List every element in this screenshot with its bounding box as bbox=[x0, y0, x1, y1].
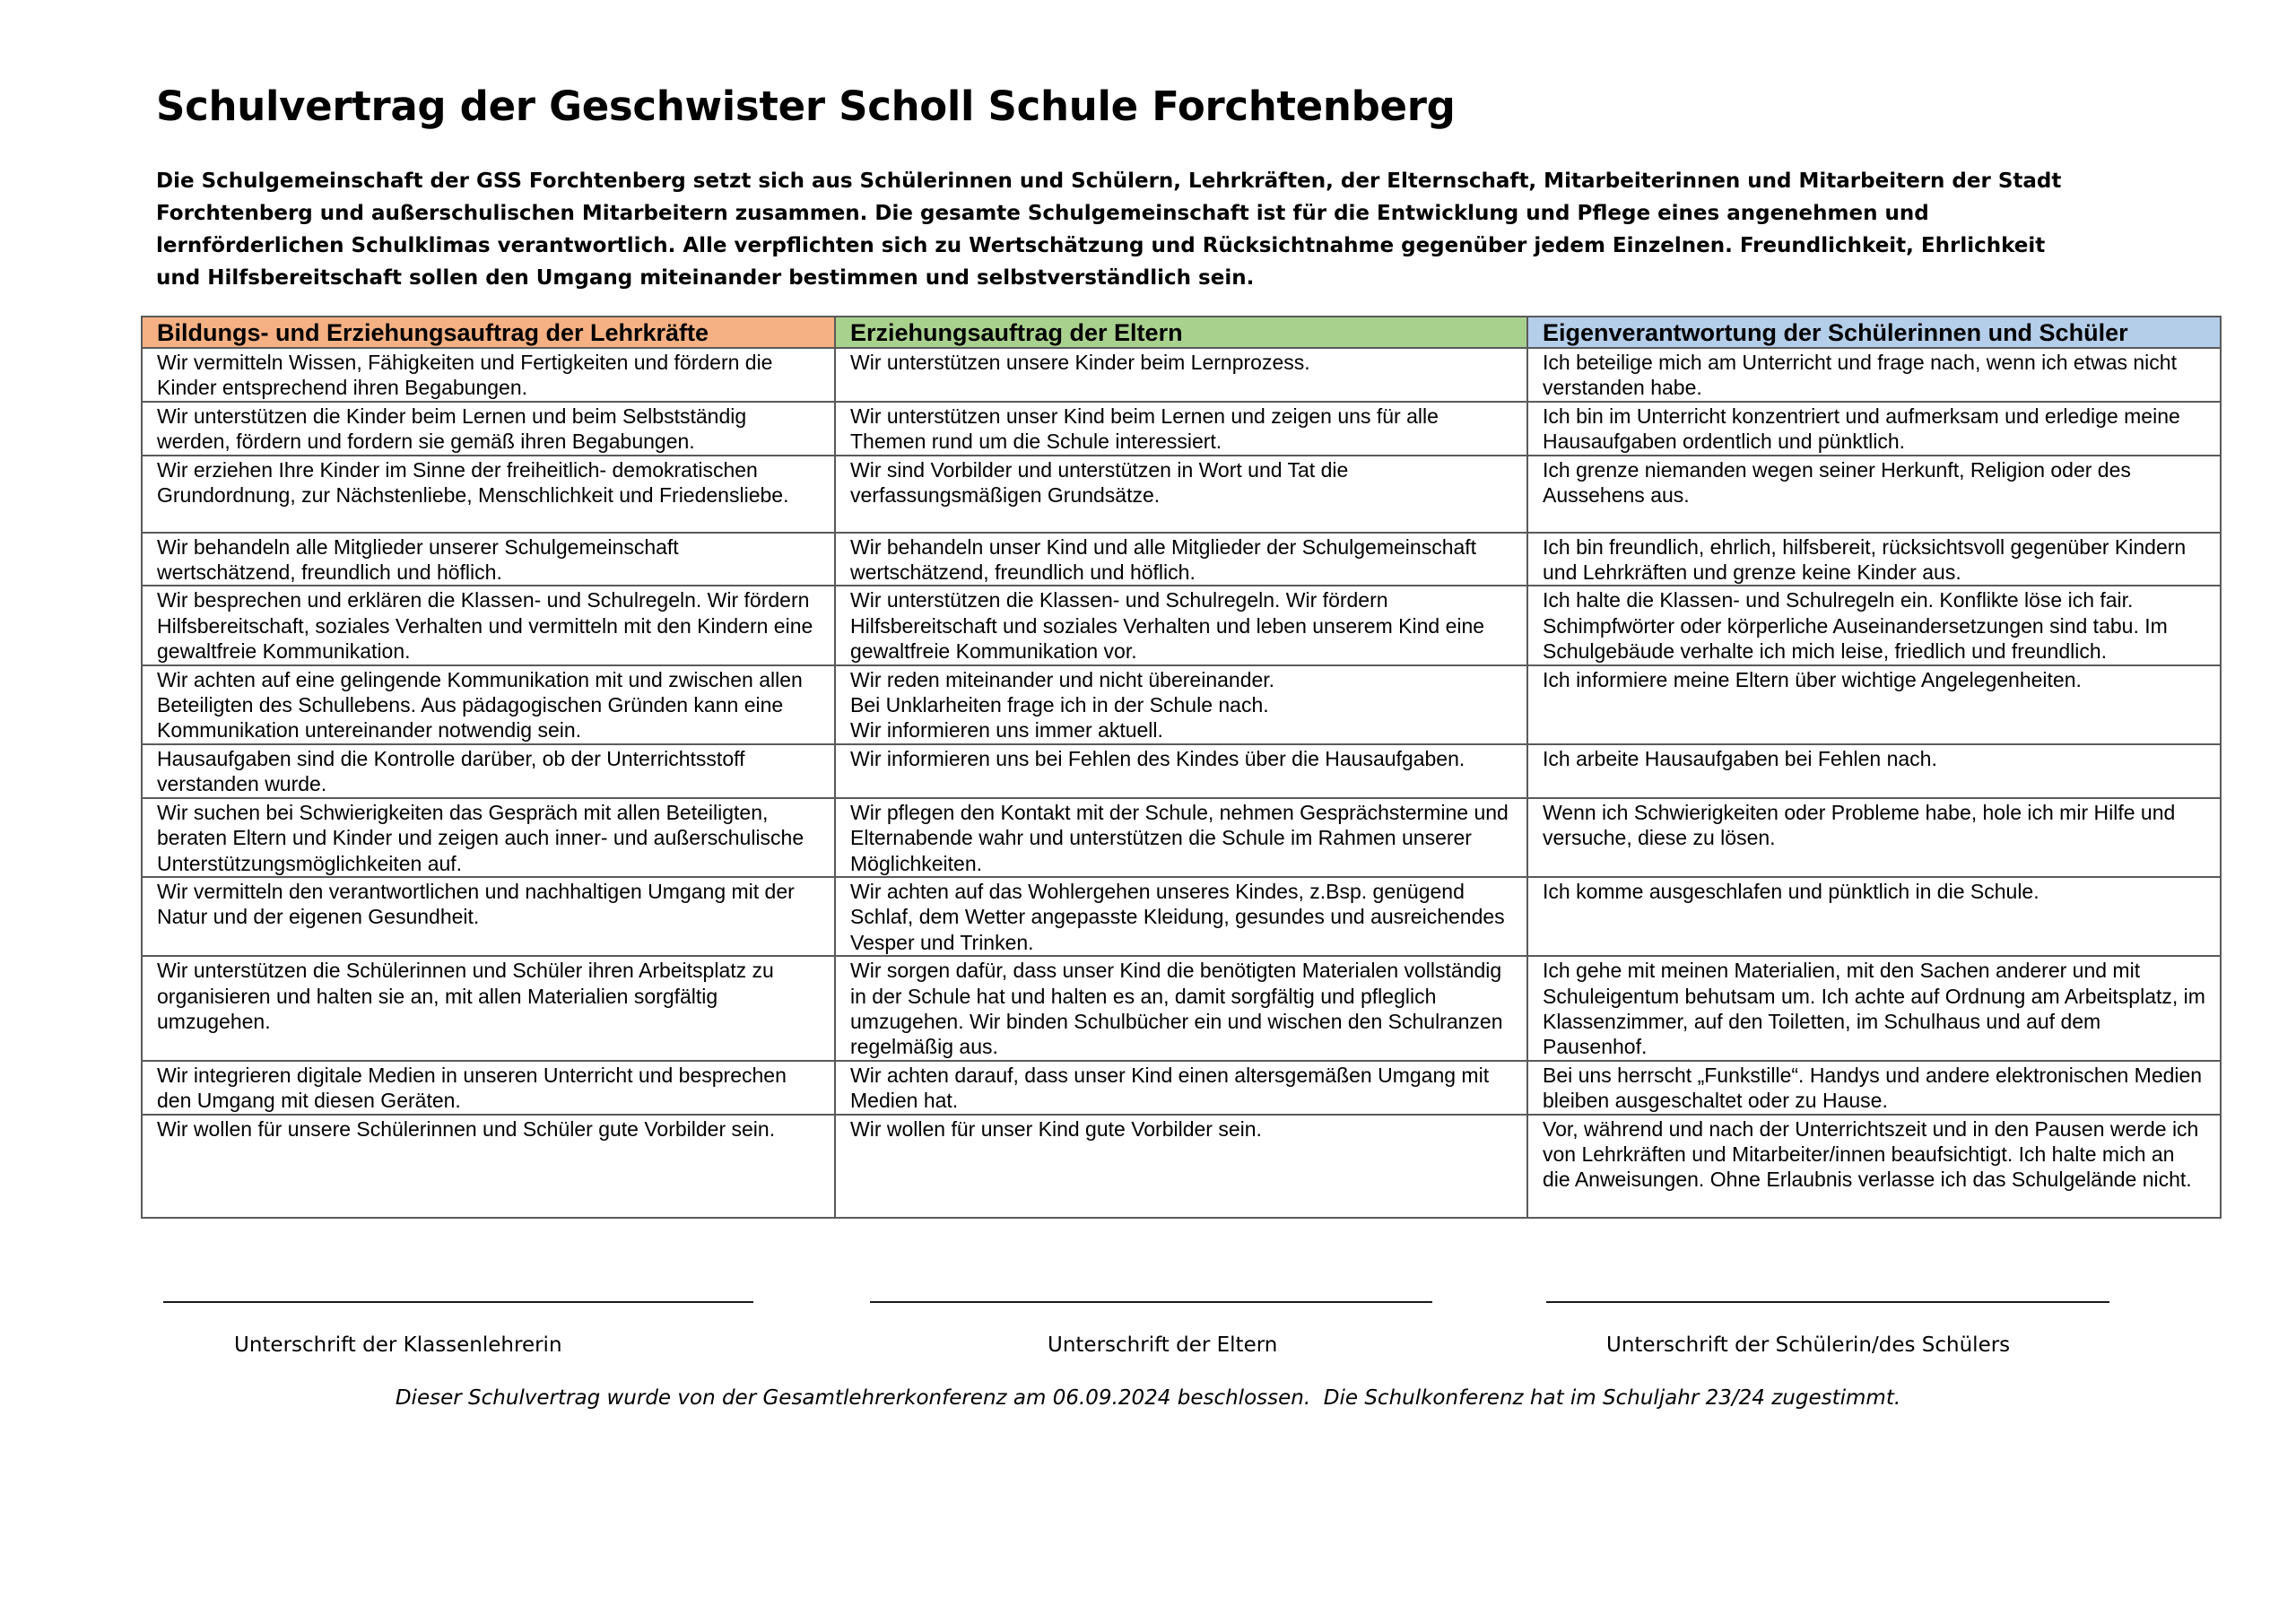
header-students: Eigenverantwortung der Schülerinnen und Schüler bbox=[1527, 317, 2221, 348]
signature-line-teacher bbox=[163, 1301, 753, 1303]
table-row bbox=[142, 877, 2221, 956]
signature-label-parents: Unterschrift der Eltern bbox=[1048, 1333, 1278, 1357]
student-cell: Ich gehe mit meinen Materialien, mit den Sachen anderer und mit Schuleigentum behutsam um. Ich achte auf Ordnung am Arbeitsplatz, im Klassenzimmer, auf den Toiletten, im Schulhaus und auf dem Pausenhof. bbox=[1527, 956, 2221, 1061]
parent-cell: Wir sorgen dafür, dass unser Kind die benötigten Materialen vollständig in der Schule hat und halten es an, damit sorgfältig und pfleglich umzugehen. Wir binden Schulbücher ein und wischen den Schulranzen regelmäßig aus. bbox=[835, 956, 1527, 1061]
contract-table bbox=[141, 316, 2222, 1219]
parent-cell: Wir reden miteinander und nicht übereinander. Bei Unklarheiten frage ich in der Schule nach. Wir informieren uns immer aktuell. bbox=[835, 665, 1527, 744]
table-row bbox=[142, 798, 2221, 877]
teacher-cell: Hausaufgaben sind die Kontrolle darüber, ob der Unterrichtsstoff verstanden wurde. bbox=[142, 744, 835, 798]
parent-cell: Wir unterstützen unser Kind beim Lernen und zeigen uns für alle Themen rund um die Schule interessiert. bbox=[835, 402, 1527, 456]
table-body bbox=[142, 348, 2221, 1218]
table-row bbox=[142, 402, 2221, 456]
signature-line-parents bbox=[870, 1301, 1432, 1303]
teacher-cell: Wir achten auf eine gelingende Kommunikation mit und zwischen allen Beteiligten des Schullebens. Aus pädagogischen Gründen kann eine Kommunikation untereinander notwendig sein. bbox=[142, 665, 835, 744]
teacher-cell: Wir wollen für unsere Schülerinnen und Schüler gute Vorbilder sein. bbox=[142, 1115, 835, 1218]
parent-cell: Wir achten darauf, dass unser Kind einen altersgemäßen Umgang mit Medien hat. bbox=[835, 1061, 1527, 1115]
parent-cell: Wir unterstützen die Klassen- und Schulregeln. Wir fördern Hilfsbereitschaft und soziales Verhalten und leben unserem Kind eine gewaltfreie Kommunikation vor. bbox=[835, 586, 1527, 664]
table-row bbox=[142, 586, 2221, 664]
header-teachers: Bildungs- und Erziehungsauftrag der Lehrkräfte bbox=[142, 317, 835, 348]
table-row bbox=[142, 348, 2221, 402]
parent-cell: Wir unterstützen unsere Kinder beim Lernprozess. bbox=[835, 348, 1527, 402]
parent-cell: Wir behandeln unser Kind und alle Mitglieder der Schulgemeinschaft wertschätzend, freundlich und höflich. bbox=[835, 533, 1527, 586]
student-cell: Wenn ich Schwierigkeiten oder Probleme habe, hole ich mir Hilfe und versuche, diese zu lösen. bbox=[1527, 798, 2221, 877]
table-row bbox=[142, 456, 2221, 533]
teacher-cell: Wir unterstützen die Schülerinnen und Schüler ihren Arbeitsplatz zu organisieren und halten sie an, mit allen Materialien sorgfältig umzugehen. bbox=[142, 956, 835, 1061]
intro-paragraph: Die Schulgemeinschaft der GSS Forchtenberg setzt sich aus Schülerinnen und Schülern, Lehrkräften, der Elternschaft, Mitarbeiterinnen und Mitarbeitern der Stadt Forchtenberg und außerschulischen Mitarbeitern zusammen. Die gesamte Schulgemeinschaft ist für die Entwicklung und Pflege eines angenehmen und lernförderlichen Schulklimas verantwortlich. Alle verpflichten sich zu Wertschätzung und Rücksichtnahme gegenüber jedem Einzelnen. Freundlichkeit, Ehrlichkeit und Hilfsbereitschaft sollen den Umgang miteinander bestimmen und selbstverständlich sein. bbox=[156, 169, 2062, 290]
student-cell: Ich informiere meine Eltern über wichtige Angelegenheiten. bbox=[1527, 665, 2221, 744]
student-cell: Ich halte die Klassen- und Schulregeln ein. Konflikte löse ich fair. Schimpfwörter oder körperliche Auseinandersetzungen sind tabu. Im Schulgebäude verhalte ich mich leise, friedlich und freundlich. bbox=[1527, 586, 2221, 664]
table-row bbox=[142, 1061, 2221, 1115]
signature-line-student bbox=[1546, 1301, 2109, 1303]
teacher-cell: Wir vermitteln Wissen, Fähigkeiten und Fertigkeiten und fördern die Kinder entsprechend ihren Begabungen. bbox=[142, 348, 835, 402]
table-row bbox=[142, 533, 2221, 586]
document-title: Schulvertrag der Geschwister Scholl Schule Forchtenberg bbox=[156, 83, 1456, 130]
teacher-cell: Wir erziehen Ihre Kinder im Sinne der freiheitlich- demokratischen Grundordnung, zur Nächstenliebe, Menschlichkeit und Friedensliebe. bbox=[142, 456, 835, 533]
table-row bbox=[142, 1115, 2221, 1218]
teacher-cell: Wir unterstützen die Kinder beim Lernen und beim Selbstständig werden, fördern und fordern sie gemäß ihren Begabungen. bbox=[142, 402, 835, 456]
parent-cell: Wir pflegen den Kontakt mit der Schule, nehmen Gesprächstermine und Elternabende wahr und unterstützen die Schule im Rahmen unserer Möglichkeiten. bbox=[835, 798, 1527, 877]
student-cell: Ich beteilige mich am Unterricht und frage nach, wenn ich etwas nicht verstanden habe. bbox=[1527, 348, 2221, 402]
signature-label-student: Unterschrift der Schülerin/des Schülers bbox=[1606, 1333, 2011, 1357]
student-cell: Ich bin im Unterricht konzentriert und aufmerksam und erledige meine Hausaufgaben ordentlich und pünktlich. bbox=[1527, 402, 2221, 456]
student-cell: Ich grenze niemanden wegen seiner Herkunft, Religion oder des Aussehens aus. bbox=[1527, 456, 2221, 533]
footer-note: Dieser Schulvertrag wurde von der Gesamtlehrerkonferenz am 06.09.2024 beschlossen. Die Schulkonferenz hat im Schuljahr 23/24 zugestimmt. bbox=[395, 1386, 1901, 1410]
student-cell: Ich arbeite Hausaufgaben bei Fehlen nach. bbox=[1527, 744, 2221, 798]
teacher-cell: Wir besprechen und erklären die Klassen- und Schulregeln. Wir fördern Hilfsbereitschaft, soziales Verhalten und vermitteln mit den Kindern eine gewaltfreie Kommunikation. bbox=[142, 586, 835, 664]
header-parents: Erziehungsauftrag der Eltern bbox=[835, 317, 1527, 348]
table-header-row bbox=[142, 317, 2221, 348]
student-cell: Bei uns herrscht „Funkstille“. Handys und andere elektronischen Medien bleiben ausgeschaltet oder zu Hause. bbox=[1527, 1061, 2221, 1115]
table-row bbox=[142, 744, 2221, 798]
student-cell: Vor, während und nach der Unterrichtszeit und in den Pausen werde ich von Lehrkräften und Mitarbeiter/innen beaufsichtigt. Ich halte mich an die Anweisungen. Ohne Erlaubnis verlasse ich das Schulgelände nicht. bbox=[1527, 1115, 2221, 1218]
table-row bbox=[142, 665, 2221, 744]
teacher-cell: Wir vermitteln den verantwortlichen und nachhaltigen Umgang mit der Natur und der eigenen Gesundheit. bbox=[142, 877, 835, 956]
parent-cell: Wir wollen für unser Kind gute Vorbilder sein. bbox=[835, 1115, 1527, 1218]
parent-cell: Wir achten auf das Wohlergehen unseres Kindes, z.Bsp. genügend Schlaf, dem Wetter angepasste Kleidung, gesundes und ausreichendes Vesper und Trinken. bbox=[835, 877, 1527, 956]
student-cell: Ich komme ausgeschlafen und pünktlich in die Schule. bbox=[1527, 877, 2221, 956]
table-row bbox=[142, 956, 2221, 1061]
student-cell: Ich bin freundlich, ehrlich, hilfsbereit, rücksichtsvoll gegenüber Kindern und Lehrkräften und grenze keine Kinder aus. bbox=[1527, 533, 2221, 586]
teacher-cell: Wir integrieren digitale Medien in unseren Unterricht und besprechen den Umgang mit diesen Geräten. bbox=[142, 1061, 835, 1115]
parent-cell: Wir sind Vorbilder und unterstützen in Wort und Tat die verfassungsmäßigen Grundsätze. bbox=[835, 456, 1527, 533]
signature-label-teacher: Unterschrift der Klassenlehrerin bbox=[234, 1333, 562, 1357]
teacher-cell: Wir suchen bei Schwierigkeiten das Gespräch mit allen Beteiligten, beraten Eltern und Kinder und zeigen auch inner- und außerschulische Unterstützungsmöglichkeiten auf. bbox=[142, 798, 835, 877]
parent-cell: Wir informieren uns bei Fehlen des Kindes über die Hausaufgaben. bbox=[835, 744, 1527, 798]
teacher-cell: Wir behandeln alle Mitglieder unserer Schulgemeinschaft wertschätzend, freundlich und höflich. bbox=[142, 533, 835, 586]
